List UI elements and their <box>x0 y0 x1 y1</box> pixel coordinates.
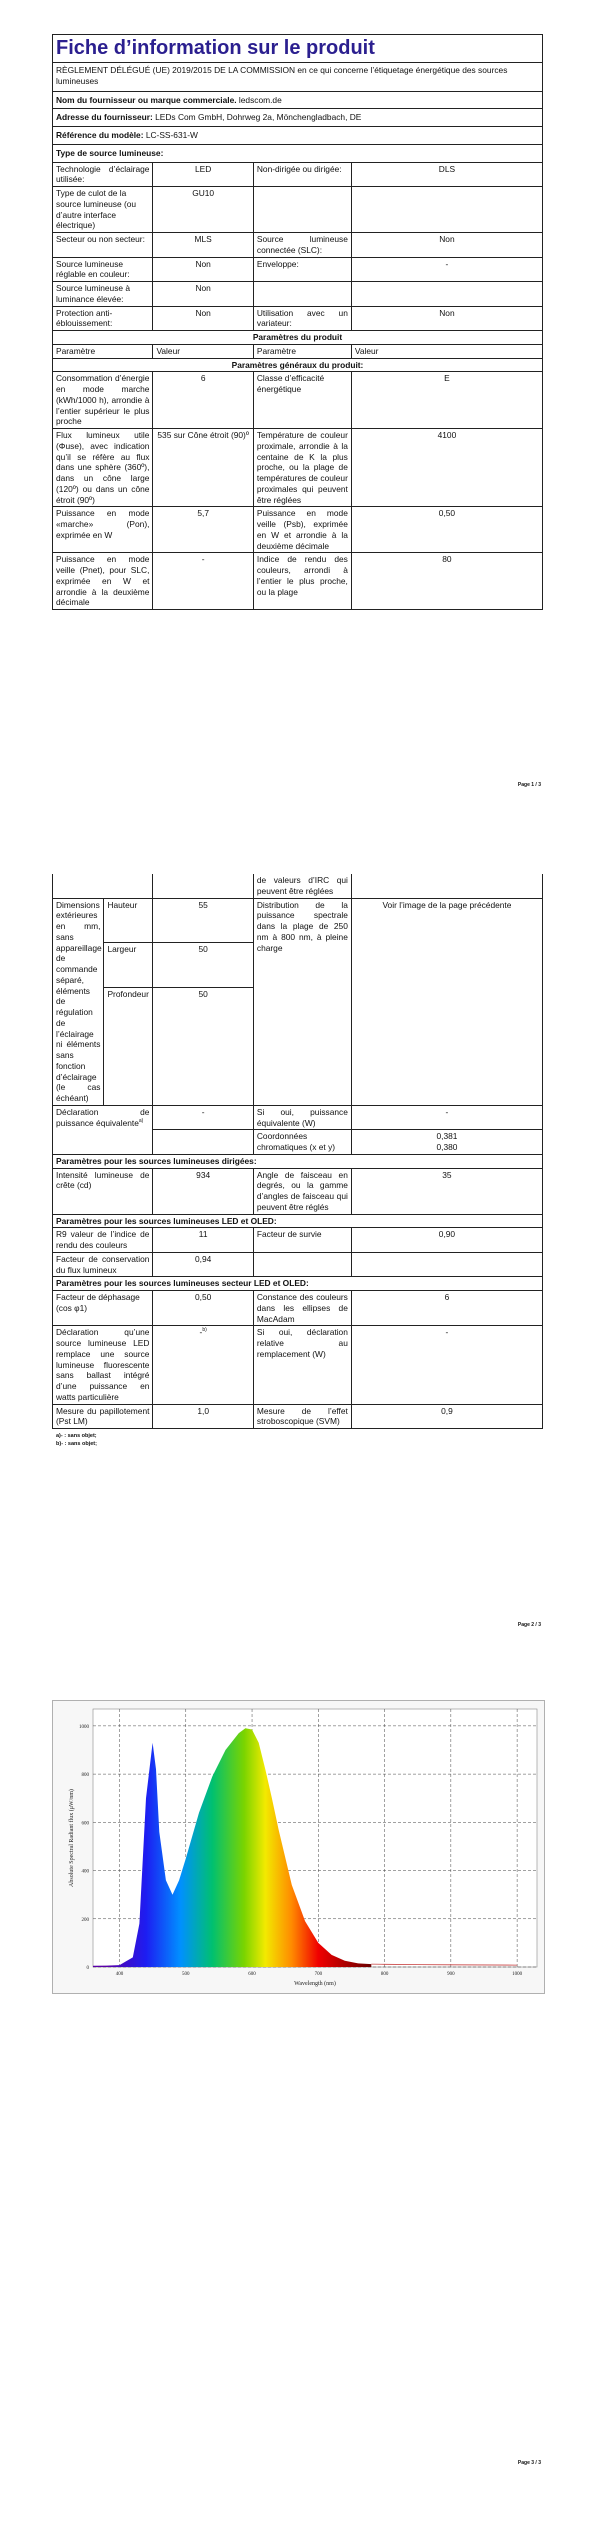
replacement-w-value: - <box>351 1326 542 1404</box>
x-tick-label: 700 <box>314 1972 323 1977</box>
chromaticity-label: Coordonnées chromatiques (x et y) <box>253 1130 351 1155</box>
networked-standby-label: Puissance en mode veille (Pnet), pour SLC, exprimée en W et arrondie à la deuxième décimale <box>53 553 153 610</box>
footnote-a: a)- : sans objet; <box>56 1433 97 1439</box>
standby-power-label: Puissance en mode veille (Psb), exprimée en W et arrondie à la deuxième décimale <box>253 507 351 553</box>
note-mark-b: b) <box>202 1327 207 1334</box>
on-mode-power-label: Puissance en mode «marche» (Pon), exprimée en W <box>53 507 153 553</box>
sheet-title: Fiche d’information sur le produit <box>53 35 543 63</box>
general-row <box>53 553 543 610</box>
x-tick-label: 600 <box>248 1972 256 1977</box>
type-value-left: Non <box>153 306 253 331</box>
supplier-name-label: Nom du fournisseur ou marque commerciale. <box>56 94 237 105</box>
led-row <box>53 1228 543 1253</box>
supplier-address-value: LEDs Com GmbH, Dohrweg 2a, Mönchengladbach, DE <box>155 112 362 123</box>
page-footer-3: Page 3 / 3 <box>517 2460 541 2466</box>
efficiency-class-label: Classe d’efficacité énergétique <box>253 372 351 429</box>
type-value-right <box>351 187 542 233</box>
equivalent-power-value: - <box>153 1105 253 1130</box>
type-label-left: Type de culot de la source lumineuse (ou d’autre interface électrique) <box>53 187 153 233</box>
empty-cell <box>351 1252 542 1277</box>
chromaticity-x: 0,381 <box>436 1131 458 1142</box>
type-label-left: Secteur ou non secteur: <box>53 233 153 258</box>
spd-value: Voir l’image de la page précédente <box>351 898 542 1105</box>
mains-led-header: Paramètres pour les sources lumineuses secteur LED et OLED: <box>53 1277 543 1291</box>
product-info-table-p2 <box>52 874 543 1429</box>
mains-row <box>53 1326 543 1404</box>
dim-height-label: Hauteur <box>104 898 153 943</box>
stroboscopic-value: 0,9 <box>351 1404 542 1429</box>
footnote-b: b)- : sans objet; <box>56 1441 97 1448</box>
type-header: Type de source lumineuse: <box>53 144 543 162</box>
chromaticity-y: 0,380 <box>436 1142 458 1152</box>
empty-cell <box>351 874 542 898</box>
useful-flux-value: 535 sur Cône étroit (90)º <box>153 429 253 507</box>
dim-height-value: 55 <box>153 898 253 943</box>
y-tick-label: 200 <box>81 1917 89 1923</box>
survival-value: 0,90 <box>351 1228 542 1253</box>
directional-row <box>53 1168 543 1214</box>
x-tick-label: 500 <box>182 1972 190 1977</box>
flux-maintenance-value: 0,94 <box>153 1252 253 1277</box>
equivalent-power-row <box>53 1105 543 1130</box>
empty-cell <box>153 874 253 898</box>
regulation-text: RÈGLEMENT DÉLÉGUÉ (UE) 2019/2015 DE LA COMMISSION en ce qui concerne l’étiquetage énergétique des sources lumineuses <box>53 63 543 92</box>
type-label-left: Source lumineuse à luminance élevée: <box>53 282 153 307</box>
cri-continued-row <box>53 874 543 898</box>
spectrum-svg <box>53 1701 544 1993</box>
displacement-factor-label: Facteur de déphasage (cos φ1) <box>53 1291 153 1326</box>
dim-width-label: Largeur <box>104 943 153 988</box>
type-value-left: Non <box>153 257 253 282</box>
flux-maintenance-label: Facteur de conservation du flux lumineux <box>53 1252 153 1277</box>
type-label-right: Source lumineuse connectée (SLC): <box>253 233 351 258</box>
x-tick-label: 800 <box>380 1972 389 1977</box>
page-1 <box>0 34 595 610</box>
general-row <box>53 372 543 429</box>
equivalent-power-text: Déclaration de puissance équivalente <box>56 1106 150 1128</box>
type-label-left: Technologie d’éclairage utilisée: <box>53 162 153 187</box>
replacement-claim-text: - <box>199 1327 203 1338</box>
flicker-value: 1,0 <box>153 1404 253 1429</box>
replacement-w-label: Si oui, déclaration relative au remplacement (W) <box>253 1326 351 1404</box>
directional-header: Paramètres pour les sources lumineuses dirigées: <box>53 1154 543 1168</box>
page-footer-2: Page 2 / 3 <box>517 1622 541 1628</box>
spectrum-chart <box>52 1700 545 1994</box>
survival-label: Facteur de survie <box>253 1228 351 1253</box>
peak-intensity-value: 934 <box>153 1168 253 1214</box>
replacement-claim-label: Déclaration qu’une source lumineuse LED remplace une source lumineuse fluorescente sans ballast intégré d’une puissance en watts particulière <box>53 1326 153 1404</box>
x-tick-label: 1000 <box>512 1972 523 1977</box>
y-axis-label: Absolute Spectral Radiant flux (μW/nm) <box>69 1789 75 1887</box>
dimensions-row <box>53 898 543 943</box>
type-row <box>53 233 543 258</box>
r9-label: R9 valeur de l’indice de rendu des couleurs <box>53 1228 153 1253</box>
type-row <box>53 162 543 187</box>
model-value: LC-SS-631-W <box>145 130 198 140</box>
mains-row <box>53 1291 543 1326</box>
beam-angle-value: 35 <box>351 1168 542 1214</box>
general-row <box>53 429 543 507</box>
params-column-headers <box>53 344 543 358</box>
type-row <box>53 306 543 331</box>
type-value-right: Non <box>351 306 542 331</box>
dimensions-label: Dimensions extérieures en mm, sans appareillage de commande séparé, éléments de régulation de l’éclairage ni éléments sans fonction d’éclairage (le cas échéant) <box>53 898 104 1105</box>
page-footer-1: Page 1 / 3 <box>517 782 541 788</box>
energy-consumption-label: Consommation d’énergie en mode marche (kWh/1000 h), arrondie à l’entier supérieur le plus proche <box>53 372 153 429</box>
general-row <box>53 507 543 553</box>
peak-intensity-label: Intensité lumineuse de crête (cd) <box>53 1168 153 1214</box>
cri-value: 80 <box>351 553 542 610</box>
type-row <box>53 282 543 307</box>
r9-value: 11 <box>153 1228 253 1253</box>
general-params-header: Paramètres généraux du produit: <box>53 358 543 372</box>
type-row <box>53 257 543 282</box>
standby-power-value: 0,50 <box>351 507 542 553</box>
empty-cell <box>53 874 153 898</box>
footnotes <box>56 1432 595 1449</box>
type-value-left: GU10 <box>153 187 253 233</box>
dim-width-value: 50 <box>153 943 253 988</box>
networked-standby-value: - <box>153 553 253 610</box>
type-value-left: Non <box>153 282 253 307</box>
supplier-address-row <box>53 109 543 127</box>
col-value-right: Valeur <box>351 344 542 358</box>
params-header: Paramètres du produit <box>53 331 543 345</box>
equivalent-w-label: Si oui, puissance équivalente (W) <box>253 1105 351 1130</box>
col-param-right: Paramètre <box>253 344 351 358</box>
y-tick-label: 0 <box>86 1966 89 1971</box>
y-tick-label: 400 <box>81 1869 89 1875</box>
type-label-right: Utilisation avec un variateur: <box>253 306 351 331</box>
empty-cell <box>253 1252 351 1277</box>
x-tick-label: 900 <box>447 1972 455 1977</box>
dim-depth-label: Profondeur <box>104 987 153 1105</box>
cct-label: Température de couleur proximale, arrondie à la centaine de K la plus proche, ou la plage de températures de couleur proximales qui peuvent être réglées <box>253 429 351 507</box>
model-label: Référence du modèle: <box>56 130 144 140</box>
type-value-left: MLS <box>153 233 253 258</box>
col-param-left: Paramètre <box>53 344 153 358</box>
type-label-right <box>253 187 351 233</box>
type-value-left: LED <box>153 162 253 187</box>
chromaticity-value <box>351 1130 542 1155</box>
page-2 <box>0 874 595 1449</box>
y-tick-label: 1000 <box>79 1724 89 1730</box>
useful-flux-label: Flux lumineux utile (Φuse), avec indication qu’il se réfère au flux dans une sphère (360º), dans un cône large (120º) ou dans un cône étroit (90º) <box>53 429 153 507</box>
model-row <box>53 127 543 145</box>
type-value-right: Non <box>351 233 542 258</box>
type-value-right: DLS <box>351 162 542 187</box>
col-value-left: Valeur <box>153 344 253 358</box>
type-label-right <box>253 282 351 307</box>
beam-angle-label: Angle de faisceau en degrés, ou la gamme d’angles de faisceau qui peuvent être réglés <box>253 1168 351 1214</box>
equivalent-w-value: - <box>351 1105 542 1130</box>
type-label-left: Protection anti-éblouissement: <box>53 306 153 331</box>
spd-label: Distribution de la puissance spectrale dans la plage de 250 nm à 800 nm, à pleine charge <box>253 898 351 1105</box>
type-value-right <box>351 282 542 307</box>
cri-label: Indice de rendu des couleurs, arrondi à l’entier le plus proche, ou la plage <box>253 553 351 610</box>
type-value-right: - <box>351 257 542 282</box>
equivalent-power-label <box>53 1105 153 1154</box>
replacement-claim-value <box>153 1326 253 1404</box>
efficiency-class-value: E <box>351 372 542 429</box>
cct-value: 4100 <box>351 429 542 507</box>
y-tick-label: 800 <box>81 1773 89 1779</box>
x-tick-label: 400 <box>115 1972 124 1977</box>
macadam-label: Constance des couleurs dans les ellipses de MacAdam <box>253 1291 351 1326</box>
stroboscopic-label: Mesure de l’effet stroboscopique (SVM) <box>253 1404 351 1429</box>
energy-consumption-value: 6 <box>153 372 253 429</box>
product-info-table-p1 <box>52 34 543 610</box>
note-mark-a: a) <box>138 1117 144 1124</box>
empty-cell <box>153 1130 253 1155</box>
y-tick-label: 600 <box>81 1821 89 1827</box>
supplier-name-row <box>53 91 543 109</box>
supplier-name-value: ledscom.de <box>238 94 282 105</box>
x-axis-label: Wavelength (nm) <box>294 1981 336 1987</box>
led-row <box>53 1252 543 1277</box>
type-row <box>53 187 543 233</box>
on-mode-power-value: 5,7 <box>153 507 253 553</box>
mains-row <box>53 1404 543 1429</box>
type-label-right: Enveloppe: <box>253 257 351 282</box>
flicker-label: Mesure du papillotement (Pst LM) <box>53 1404 153 1429</box>
led-header: Paramètres pour les sources lumineuses LED et OLED: <box>53 1214 543 1228</box>
supplier-address-label: Adresse du fournisseur: <box>56 112 153 123</box>
macadam-value: 6 <box>351 1291 542 1326</box>
type-label-right: Non-dirigée ou dirigée: <box>253 162 351 187</box>
displacement-factor-value: 0,50 <box>153 1291 253 1326</box>
type-label-left: Source lumineuse réglable en couleur: <box>53 257 153 282</box>
dim-depth-value: 50 <box>153 987 253 1105</box>
cri-continued-label: de valeurs d’IRC qui peuvent être réglées <box>253 874 351 898</box>
